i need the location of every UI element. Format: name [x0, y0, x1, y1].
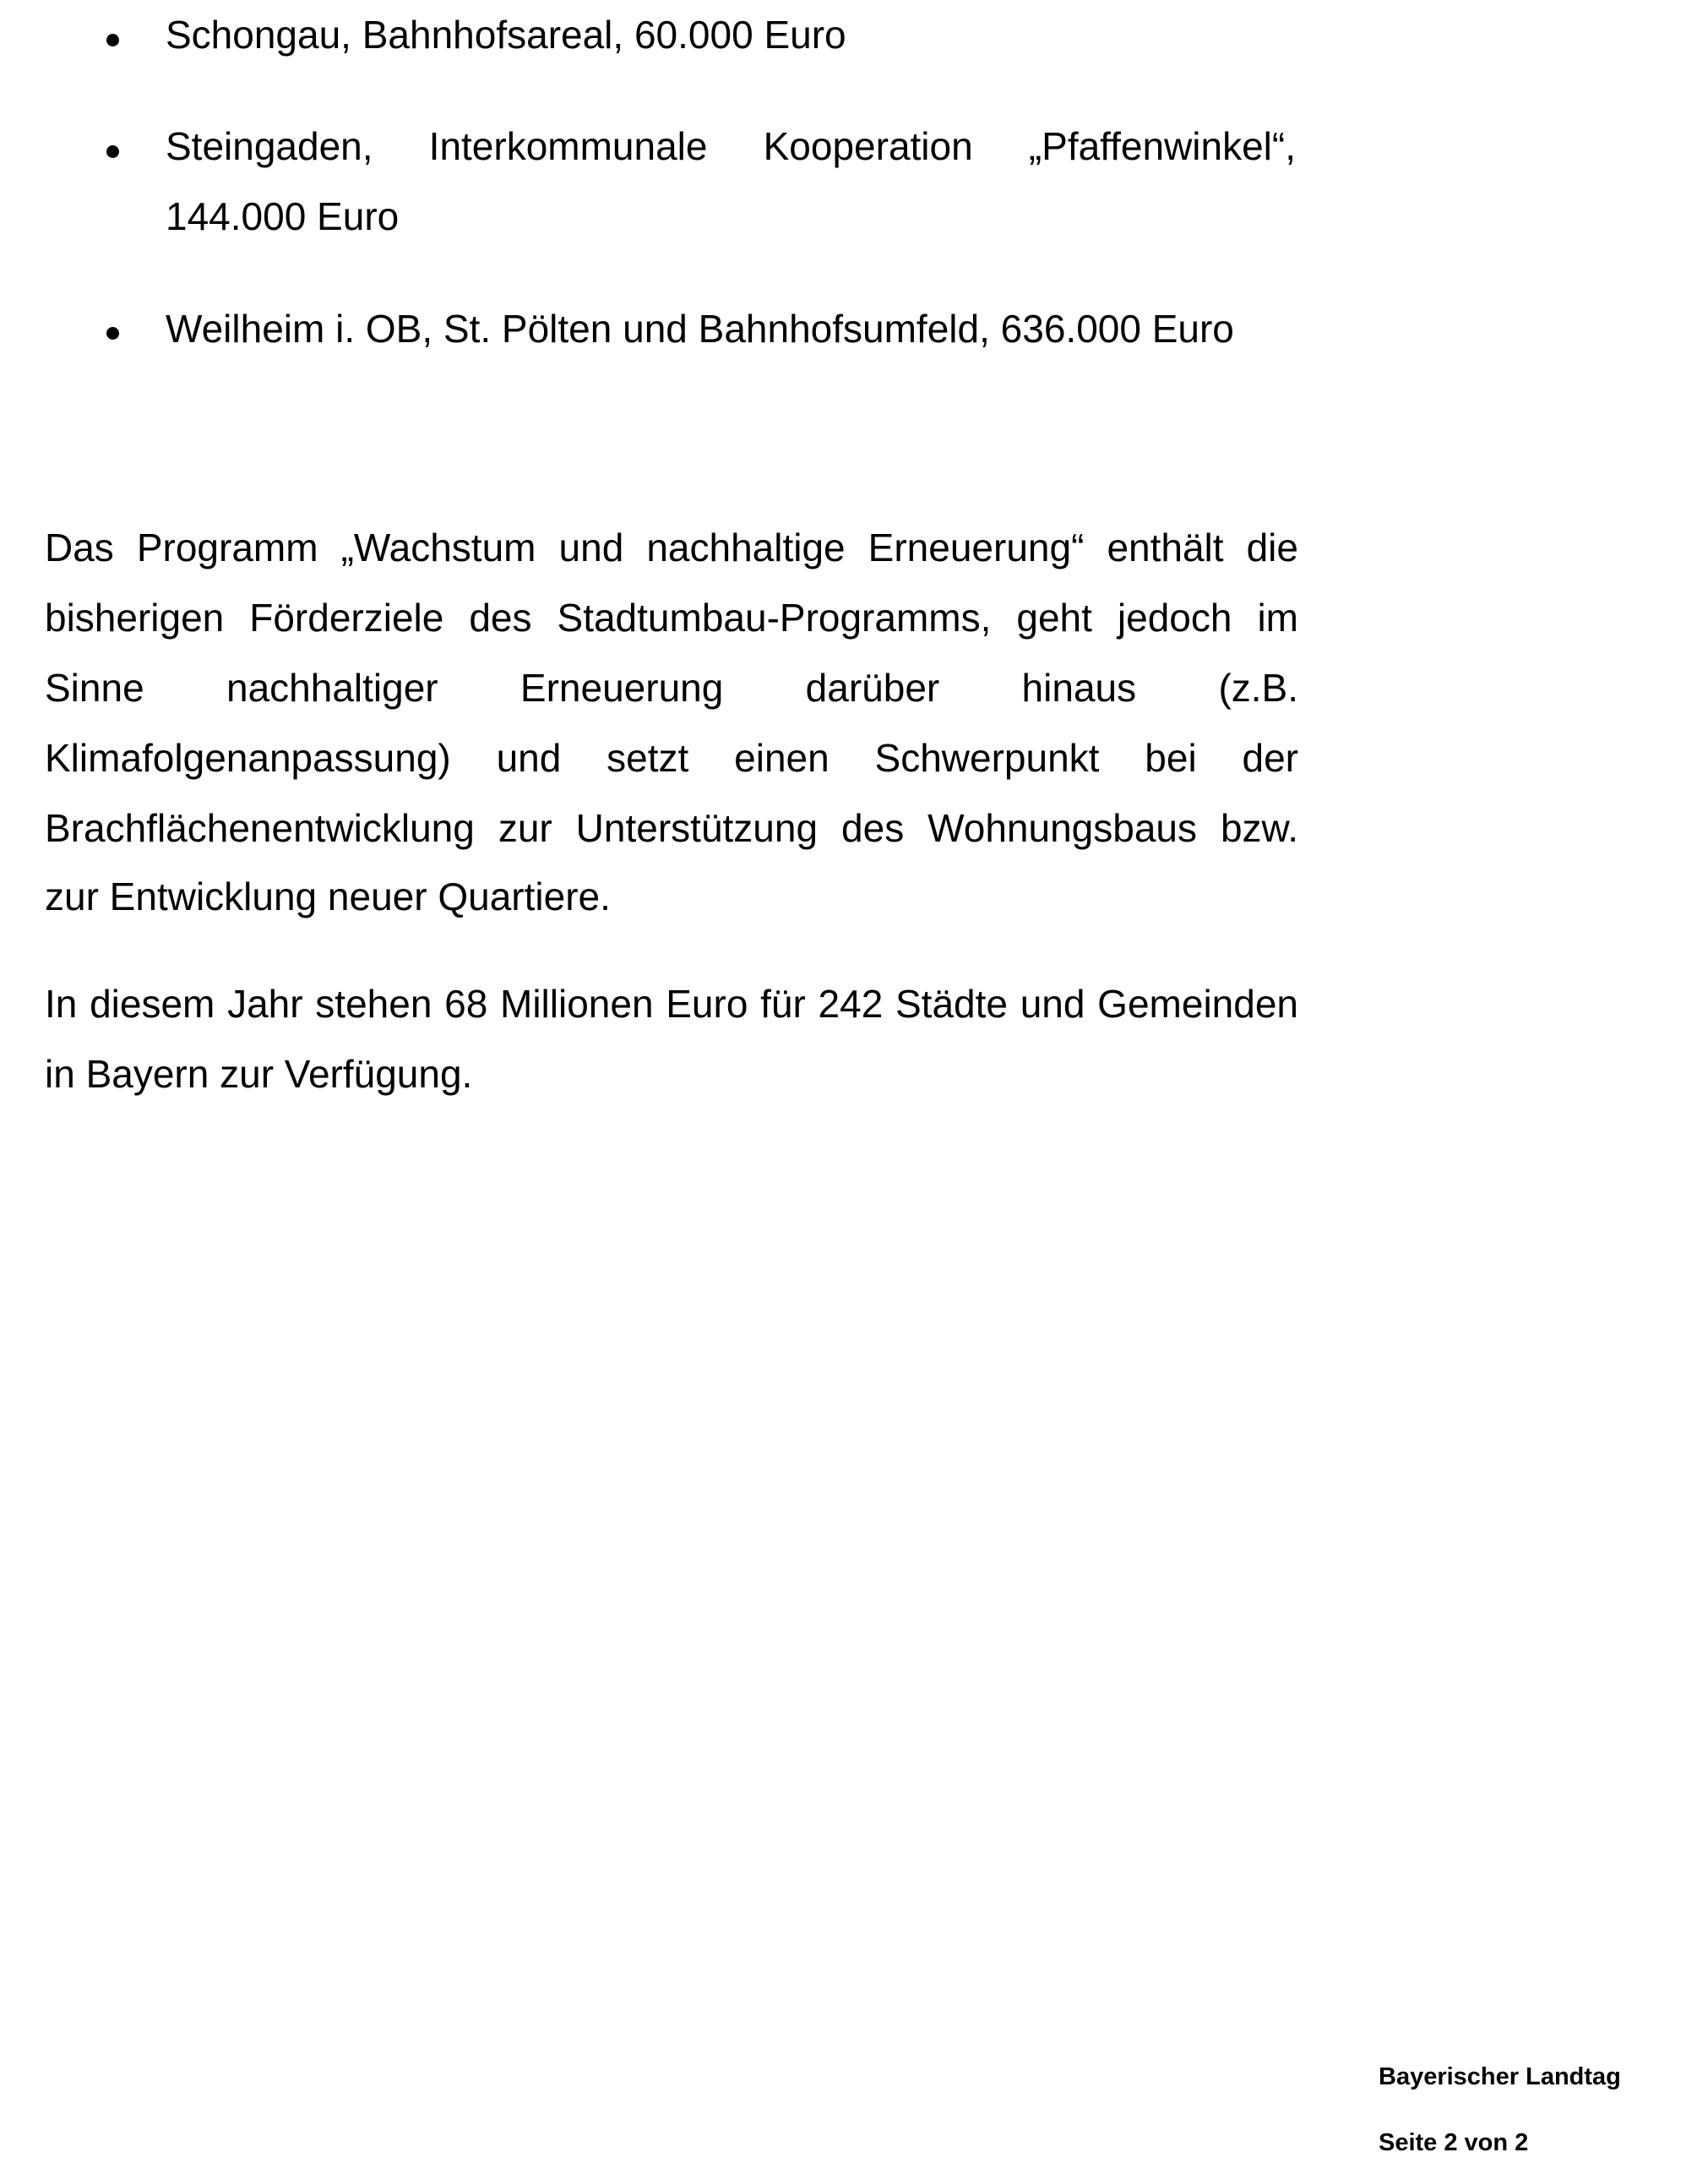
paragraph-line: Klimafolgenanpassung) und setzt einen Schwerpunkt bei der	[45, 736, 1298, 780]
list-item-text: Steingaden, Interkommunale Kooperation „Pfaffenwinkel“,	[166, 124, 1296, 168]
paragraph-line: in Bayern zur Verfügung.	[45, 1052, 473, 1096]
paragraph-line: zur Entwicklung neuer Quartiere.	[45, 874, 611, 918]
paragraph-line: bisherigen Förderziele des Stadtumbau-Programms, geht jedoch im	[45, 596, 1298, 640]
list-item-text-continuation: 144.000 Euro	[166, 194, 400, 238]
footer-organization: Bayerischer Landtag	[1379, 2063, 1621, 2090]
list-item-text: Schongau, Bahnhofsareal, 60.000 Euro	[166, 13, 846, 57]
paragraph-line: In diesem Jahr stehen 68 Millionen Euro für 242 Städte und Gemeinden	[45, 982, 1298, 1026]
bullet-icon	[106, 34, 119, 46]
paragraph-line: Sinne nachhaltiger Erneuerung darüber hinaus (z.B.	[45, 666, 1298, 710]
paragraph-line: Brachflächenentwicklung zur Unterstützung des Wohnungsbaus bzw.	[45, 806, 1298, 850]
bullet-icon	[106, 327, 119, 340]
bullet-icon	[106, 145, 119, 158]
paragraph-line: Das Programm „Wachstum und nachhaltige Erneuerung“ enthält die	[45, 526, 1298, 569]
list-item-text: Weilheim i. OB, St. Pölten und Bahnhofsumfeld, 636.000 Euro	[166, 307, 1234, 351]
footer-page-number: Seite 2 von 2	[1379, 2129, 1529, 2156]
